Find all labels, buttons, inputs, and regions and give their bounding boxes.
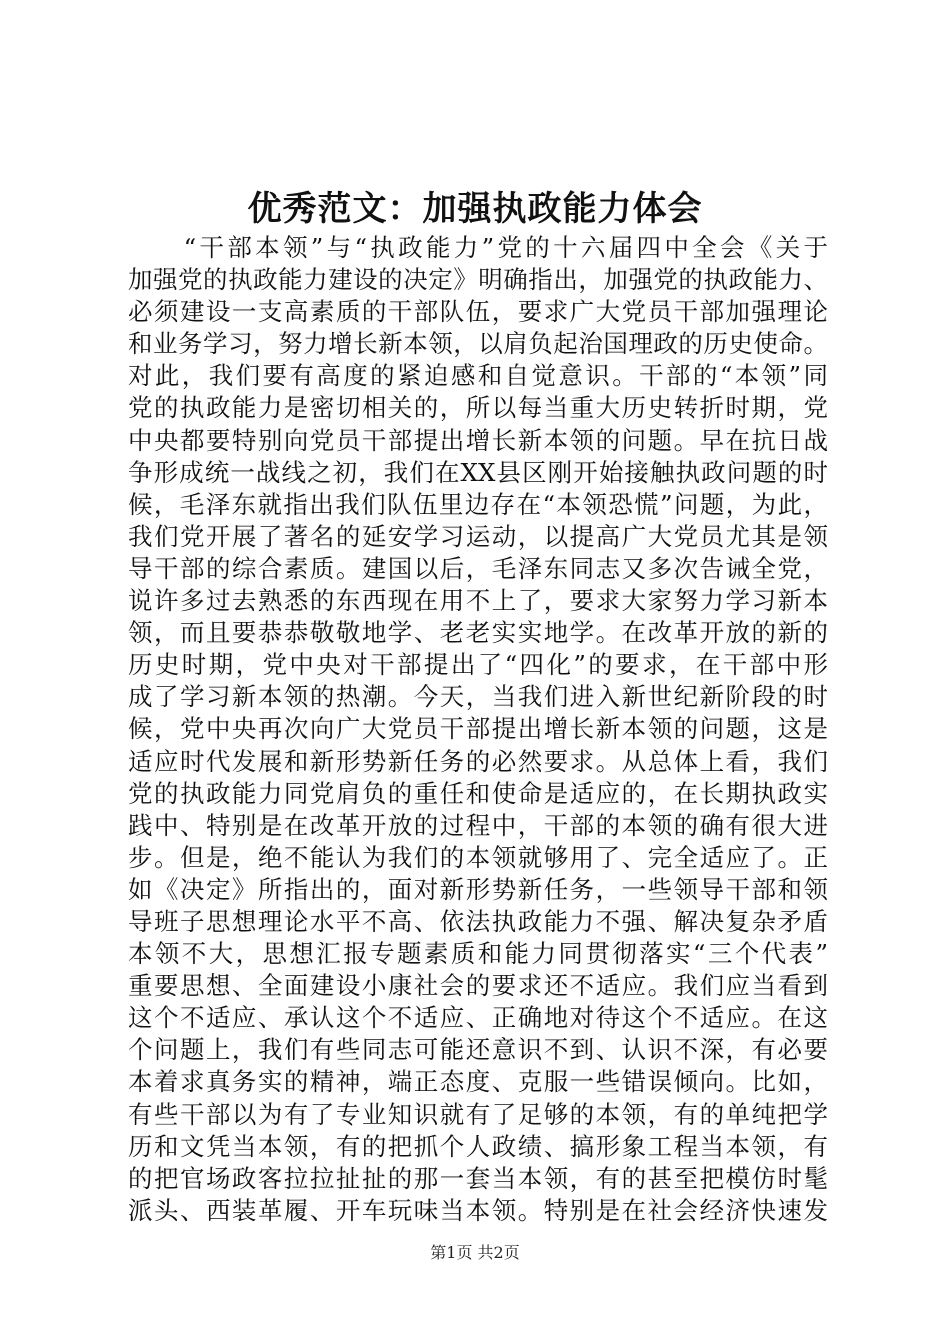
body-line: 说许多过去熟悉的东西现在用不上了，要求大家努力学习新本 — [128, 586, 828, 616]
body-line: 本着求真务实的精神，端正态度、克服一些错误倾向。比如， — [128, 1067, 828, 1097]
body-line: 如《决定》所指出的，面对新形势新任务，一些领导干部和领 — [128, 874, 828, 904]
page-indicator: 第1页 共2页 — [430, 1243, 520, 1262]
document-title: 优秀范文：加强执政能力体会 — [247, 189, 703, 229]
body-line: 候，毛泽东就指出我们队伍里边存在“本领恐慌”问题，为此， — [128, 489, 828, 519]
body-line: 和业务学习，努力增长新本领，以肩负起治国理政的历史使命。 — [128, 329, 828, 359]
body-line: 本领不大，思想汇报专题素质和能力同贯彻落实“三个代表” — [128, 939, 828, 969]
body-line: 适应时代发展和新形势新任务的必然要求。从总体上看，我们 — [128, 746, 828, 776]
body-line: 践中、特别是在改革开放的过程中，干部的本领的确有很大进 — [128, 810, 828, 840]
body-line: 有些干部以为有了专业知识就有了足够的本领，有的单纯把学 — [128, 1099, 828, 1129]
body-line: 导干部的综合素质。建国以后，毛泽东同志又多次告诫全党， — [128, 553, 828, 583]
body-line: 个问题上，我们有些同志可能还意识不到、认识不深，有必要 — [128, 1035, 828, 1065]
body-line: 历和文凭当本领，有的把抓个人政绩、搞形象工程当本领，有 — [128, 1131, 828, 1161]
body-line: “干部本领”与“执政能力”党的十六届四中全会《关于 — [128, 233, 828, 262]
body-line: 加强党的执政能力建设的决定》明确指出，加强党的执政能力、 — [128, 265, 828, 295]
body-line: 成了学习新本领的热潮。今天，当我们进入新世纪新阶段的时 — [128, 682, 828, 712]
body-line: 这个不适应、承认这个不适应、正确地对待这个不适应。在这 — [128, 1003, 828, 1033]
body-line: 中央都要特别向党员干部提出增长新本领的问题。早在抗日战 — [128, 425, 828, 455]
body-line: 我们党开展了著名的延安学习运动，以提高广大党员尤其是领 — [128, 521, 828, 551]
body-line: 争形成统一战线之初，我们在XX县区刚开始接触执政问题的时 — [128, 457, 828, 487]
body-line: 对此，我们要有高度的紧迫感和自觉意识。干部的“本领”同 — [128, 361, 828, 391]
body-line: 必须建设一支高素质的干部队伍，要求广大党员干部加强理论 — [128, 297, 828, 327]
body-line: 历史时期，党中央对干部提出了“四化”的要求，在干部中形 — [128, 650, 828, 680]
body-line: 派头、西装革履、开车玩味当本领。特别是在社会经济快速发 — [128, 1195, 828, 1225]
body-line: 重要思想、全面建设小康社会的要求还不适应。我们应当看到 — [128, 971, 828, 1001]
body-line: 候，党中央再次向广大党员干部提出增长新本领的问题，这是 — [128, 714, 828, 744]
body-line: 的把官场政客拉拉扯扯的那一套当本领，有的甚至把模仿时髦 — [128, 1163, 828, 1193]
body-line: 党的执政能力同党肩负的重任和使命是适应的，在长期执政实 — [128, 778, 828, 808]
body-line: 党的执政能力是密切相关的，所以每当重大历史转折时期，党 — [128, 393, 828, 423]
body-line: 步。但是，绝不能认为我们的本领就够用了、完全适应了。正 — [128, 842, 828, 872]
body-line: 导班子思想理论水平不高、依法执政能力不强、解决复杂矛盾 — [128, 906, 828, 936]
body-line: 领，而且要恭恭敬敬地学、老老实实地学。在改革开放的新的 — [128, 618, 828, 648]
document-body — [128, 232, 828, 1227]
